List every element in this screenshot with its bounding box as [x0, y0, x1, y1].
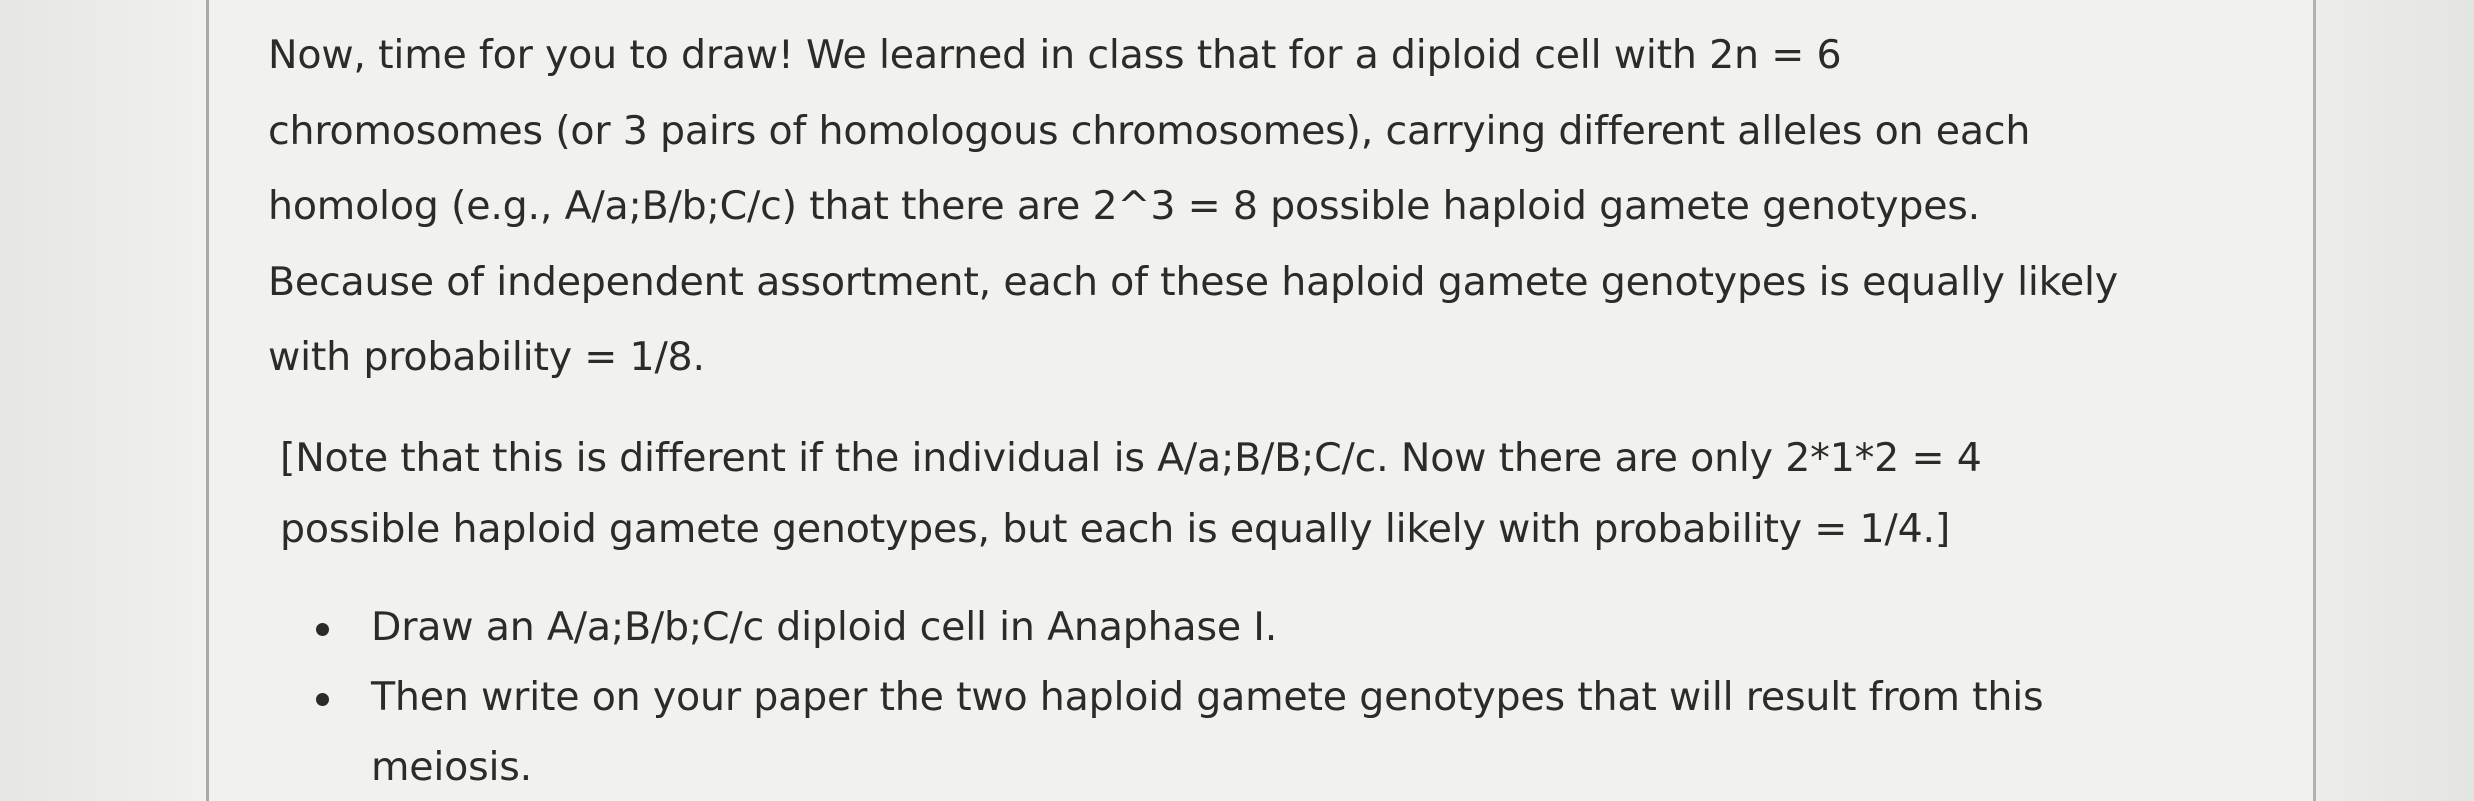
- intro-line: chromosomes (or 3 pairs of homologous chromosomes), carrying different alleles on each: [268, 107, 2031, 154]
- bullet-icon: [316, 693, 329, 706]
- intro-paragraph: [268, 18, 2278, 396]
- note-paragraph: [280, 423, 2278, 565]
- right-margin: [2316, 0, 2474, 801]
- instruction-line: Then write on your paper the two haploid gamete genotypes that will result from this: [371, 673, 2044, 720]
- intro-line: with probability = 1/8.: [268, 334, 705, 380]
- instruction-list: [268, 592, 2278, 801]
- instruction-line: Draw an A/a;B/b;C/c diploid cell in Anaphase I.: [371, 603, 1278, 650]
- note-line: [Note that this is different if the individual is A/a;B/B;C/c. Now there are only 2*1*2 = 4: [280, 434, 1982, 481]
- note-line: possible haploid gamete genotypes, but each is equally likely with probability = 1/4.]: [280, 505, 1951, 552]
- question-text: [268, 18, 2278, 801]
- intro-line: homolog (e.g., A/a;B/b;C/c) that there are 2^3 = 8 possible haploid gamete genotypes.: [268, 183, 1981, 229]
- instruction-item: [268, 662, 2278, 801]
- left-border: [206, 0, 209, 801]
- intro-line: Now, time for you to draw! We learned in class that for a diploid cell with 2n = 6: [268, 32, 1842, 78]
- instruction-item: [268, 592, 2278, 662]
- intro-line: Because of independent assortment, each of these haploid gamete genotypes is equally likely: [268, 258, 2118, 305]
- bullet-icon: [316, 623, 329, 636]
- left-margin: [0, 0, 205, 801]
- instruction-line: meiosis.: [371, 743, 533, 790]
